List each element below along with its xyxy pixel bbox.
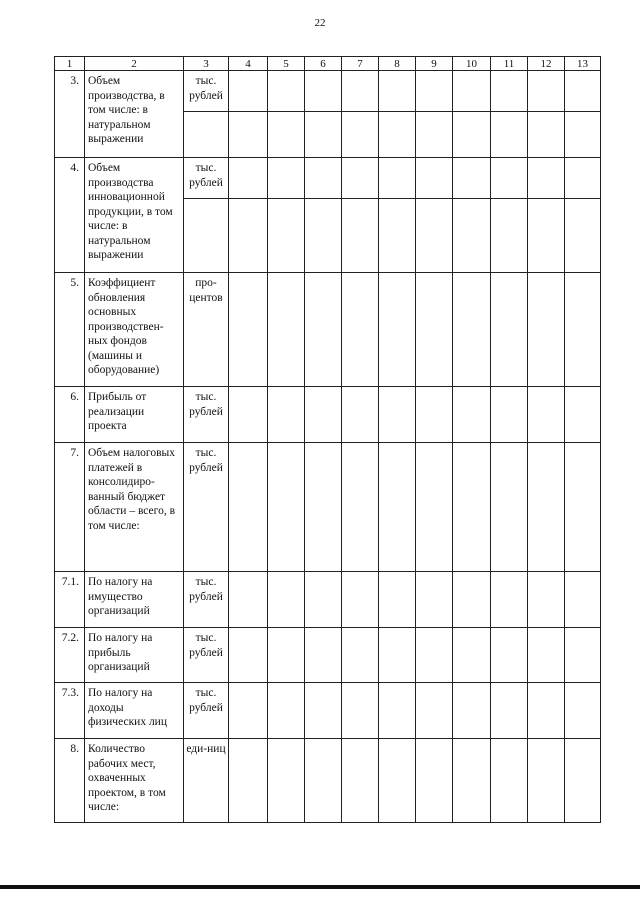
table-row	[55, 572, 601, 628]
empty-cell	[453, 628, 491, 683]
empty-cell	[305, 739, 342, 823]
empty-cell	[416, 572, 453, 628]
empty-cell	[491, 628, 528, 683]
empty-cell	[453, 443, 491, 572]
empty-cell	[229, 199, 268, 273]
empty-cell	[565, 739, 601, 823]
table-row	[55, 273, 601, 387]
empty-cell	[565, 199, 601, 273]
empty-cell	[491, 199, 528, 273]
empty-cell	[491, 443, 528, 572]
column-number: 11	[491, 57, 528, 71]
empty-cell	[528, 572, 565, 628]
empty-cell	[305, 158, 342, 199]
empty-cell	[565, 443, 601, 572]
row-unit: про-центов	[184, 273, 229, 387]
row-number: 4.	[55, 158, 85, 273]
empty-cell	[379, 739, 416, 823]
empty-cell	[268, 443, 305, 572]
empty-cell	[491, 112, 528, 158]
empty-cell	[305, 387, 342, 443]
row-unit: тыс. рублей	[184, 71, 229, 112]
empty-cell	[379, 71, 416, 112]
empty-cell	[342, 112, 379, 158]
empty-cell	[491, 387, 528, 443]
empty-cell	[229, 71, 268, 112]
empty-cell	[416, 683, 453, 739]
empty-cell	[565, 112, 601, 158]
empty-cell	[268, 71, 305, 112]
empty-cell	[528, 71, 565, 112]
empty-cell	[453, 71, 491, 112]
empty-cell	[184, 199, 229, 273]
empty-cell	[528, 387, 565, 443]
empty-cell	[491, 572, 528, 628]
empty-cell	[379, 273, 416, 387]
empty-cell	[416, 628, 453, 683]
empty-cell	[379, 683, 416, 739]
empty-cell	[453, 112, 491, 158]
empty-cell	[453, 739, 491, 823]
empty-cell	[565, 387, 601, 443]
empty-cell	[491, 273, 528, 387]
column-number: 10	[453, 57, 491, 71]
column-number: 8	[379, 57, 416, 71]
empty-cell	[416, 199, 453, 273]
empty-cell	[453, 387, 491, 443]
column-number: 7	[342, 57, 379, 71]
empty-cell	[342, 572, 379, 628]
empty-cell	[379, 572, 416, 628]
empty-cell	[491, 739, 528, 823]
page-number: 22	[314, 17, 326, 29]
column-number: 6	[305, 57, 342, 71]
column-number: 13	[565, 57, 601, 71]
empty-cell	[342, 683, 379, 739]
table-row	[55, 683, 601, 739]
empty-cell	[268, 683, 305, 739]
column-number-row	[55, 57, 601, 71]
table-row	[55, 739, 601, 823]
row-number: 5.	[55, 273, 85, 387]
empty-cell	[565, 628, 601, 683]
empty-cell	[342, 199, 379, 273]
empty-cell	[416, 387, 453, 443]
row-name: По налогу на прибыль организаций	[85, 628, 184, 683]
row-number: 6.	[55, 387, 85, 443]
empty-cell	[453, 158, 491, 199]
empty-cell	[379, 628, 416, 683]
row-name: По налогу на имущество организаций	[85, 572, 184, 628]
table-row	[55, 158, 601, 199]
empty-cell	[379, 199, 416, 273]
empty-cell	[305, 443, 342, 572]
row-number: 8.	[55, 739, 85, 823]
data-table	[54, 56, 601, 823]
row-number: 7.3.	[55, 683, 85, 739]
empty-cell	[565, 158, 601, 199]
row-name: По налогу на доходы физических лиц	[85, 683, 184, 739]
empty-cell	[268, 628, 305, 683]
row-unit: тыс. рублей	[184, 443, 229, 572]
empty-cell	[305, 71, 342, 112]
empty-cell	[342, 387, 379, 443]
empty-cell	[305, 112, 342, 158]
empty-cell	[305, 199, 342, 273]
empty-cell	[528, 158, 565, 199]
empty-cell	[268, 158, 305, 199]
table-row	[55, 443, 601, 572]
empty-cell	[528, 199, 565, 273]
empty-cell	[229, 273, 268, 387]
column-number: 12	[528, 57, 565, 71]
column-number: 4	[229, 57, 268, 71]
row-unit: тыс. рублей	[184, 628, 229, 683]
empty-cell	[565, 273, 601, 387]
empty-cell	[453, 273, 491, 387]
empty-cell	[268, 112, 305, 158]
bottom-rule	[0, 885, 640, 889]
empty-cell	[416, 273, 453, 387]
empty-cell	[453, 683, 491, 739]
table-row	[55, 387, 601, 443]
row-unit: тыс. рублей	[184, 158, 229, 199]
empty-cell	[528, 273, 565, 387]
empty-cell	[379, 158, 416, 199]
row-name: Объем производства, в том числе: в натуральном выражении	[85, 71, 184, 158]
empty-cell	[416, 71, 453, 112]
empty-cell	[229, 443, 268, 572]
empty-cell	[342, 273, 379, 387]
row-name: Объем налоговых платежей в консолидиро-ванный бюджет области – всего, в том числе:	[85, 443, 184, 572]
empty-cell	[528, 112, 565, 158]
empty-cell	[342, 443, 379, 572]
empty-cell	[416, 112, 453, 158]
empty-cell	[342, 628, 379, 683]
empty-cell	[342, 739, 379, 823]
empty-cell	[305, 683, 342, 739]
column-number: 1	[55, 57, 85, 71]
table-row	[55, 628, 601, 683]
empty-cell	[268, 273, 305, 387]
empty-cell	[565, 683, 601, 739]
empty-cell	[528, 628, 565, 683]
empty-cell	[229, 572, 268, 628]
empty-cell	[453, 199, 491, 273]
column-number: 3	[184, 57, 229, 71]
row-number: 7.2.	[55, 628, 85, 683]
column-number: 5	[268, 57, 305, 71]
row-name: Коэффициент обновления основных производствен-ных фондов (машины и оборудование)	[85, 273, 184, 387]
empty-cell	[342, 71, 379, 112]
empty-cell	[268, 199, 305, 273]
row-number: 7.1.	[55, 572, 85, 628]
empty-cell	[268, 572, 305, 628]
empty-cell	[528, 683, 565, 739]
empty-cell	[229, 739, 268, 823]
empty-cell	[416, 443, 453, 572]
empty-cell	[528, 443, 565, 572]
empty-cell	[491, 683, 528, 739]
empty-cell	[229, 628, 268, 683]
empty-cell	[491, 158, 528, 199]
empty-cell	[416, 739, 453, 823]
row-name: Объем производства инновационной продукции, в том числе: в натуральном выражении	[85, 158, 184, 273]
empty-cell	[416, 158, 453, 199]
empty-cell	[528, 739, 565, 823]
row-number: 3.	[55, 71, 85, 158]
row-name: Количество рабочих мест, охваченных проектом, в том числе:	[85, 739, 184, 823]
empty-cell	[305, 572, 342, 628]
empty-cell	[229, 112, 268, 158]
empty-cell	[565, 71, 601, 112]
empty-cell	[379, 443, 416, 572]
empty-cell	[229, 683, 268, 739]
column-number: 9	[416, 57, 453, 71]
row-unit: тыс. рублей	[184, 572, 229, 628]
row-unit: тыс. рублей	[184, 683, 229, 739]
empty-cell	[184, 112, 229, 158]
column-number: 2	[85, 57, 184, 71]
row-unit: еди-ниц	[184, 739, 229, 823]
empty-cell	[268, 387, 305, 443]
empty-cell	[229, 158, 268, 199]
empty-cell	[305, 273, 342, 387]
empty-cell	[453, 572, 491, 628]
row-name: Прибыль от реализации проекта	[85, 387, 184, 443]
empty-cell	[229, 387, 268, 443]
empty-cell	[565, 572, 601, 628]
row-unit: тыс. рублей	[184, 387, 229, 443]
empty-cell	[305, 628, 342, 683]
table-row	[55, 71, 601, 112]
empty-cell	[379, 112, 416, 158]
empty-cell	[379, 387, 416, 443]
empty-cell	[268, 739, 305, 823]
row-number: 7.	[55, 443, 85, 572]
empty-cell	[491, 71, 528, 112]
empty-cell	[342, 158, 379, 199]
